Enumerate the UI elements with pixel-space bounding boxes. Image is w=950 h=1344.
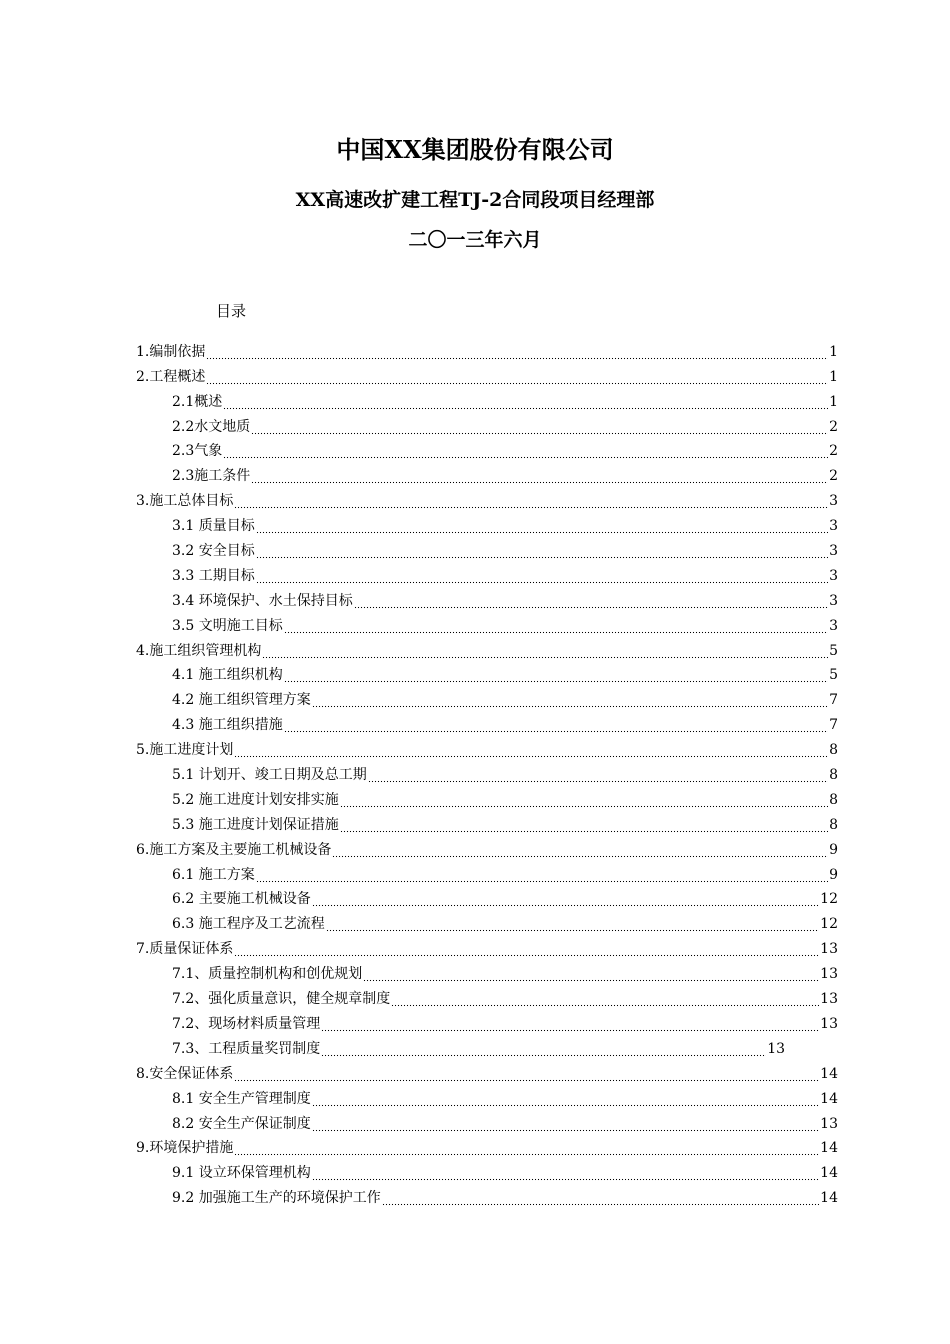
- toc-leader-dots: [321, 1042, 766, 1058]
- toc-leader-dots: [256, 868, 828, 884]
- toc-leader-dots: [312, 1117, 819, 1133]
- toc-entry-page-number: 8: [829, 816, 838, 833]
- toc-entry-label: 2.工程概述: [136, 368, 206, 385]
- toc-entry-label: 5.施工进度计划: [136, 742, 234, 759]
- toc-entry[interactable]: [136, 636, 838, 661]
- toc-entry-page-number: 14: [820, 1140, 838, 1157]
- toc-leader-dots: [284, 668, 828, 684]
- toc-entry-label: 7.质量保证体系: [136, 941, 234, 958]
- toc-entry[interactable]: [136, 387, 838, 412]
- toc-entry[interactable]: [136, 511, 838, 536]
- toc-entry-label: 5.2 施工进度计划安排实施: [172, 791, 339, 808]
- toc-entry-page-number: 1: [829, 343, 838, 360]
- toc-entry-page-number: 13: [820, 941, 838, 958]
- toc-leader-dots: [251, 420, 828, 436]
- toc-entry-label: 7.2、现场材料质量管理: [172, 1015, 321, 1032]
- toc-entry-page-number: 3: [829, 543, 838, 560]
- toc-entry-label: 2.3气象: [172, 443, 223, 460]
- toc-leader-dots: [251, 469, 828, 485]
- toc-entry-page-number: 12: [820, 891, 838, 908]
- toc-entry-label: 2.2水文地质: [172, 418, 251, 435]
- toc-entry-label: 6.施工方案及主要施工机械设备: [136, 841, 332, 858]
- toc-entry-label: 4.2 施工组织管理方案: [172, 692, 311, 709]
- toc-entry[interactable]: [136, 1183, 838, 1208]
- toc-leader-dots: [256, 569, 828, 585]
- toc-entry-label: 7.3、工程质量奖罚制度: [172, 1040, 321, 1057]
- toc-entry[interactable]: [136, 860, 838, 885]
- toc-entry[interactable]: [136, 835, 838, 860]
- toc-leader-dots: [340, 793, 828, 809]
- toc-entry-page-number: 14: [820, 1065, 838, 1082]
- toc-entry[interactable]: [136, 1134, 838, 1159]
- toc-entry-page-number: 3: [829, 518, 838, 535]
- toc-entry[interactable]: [136, 984, 838, 1009]
- toc-entry-label: 3.2 安全目标: [172, 543, 255, 560]
- toc-entry-label: 5.1 计划开、竣工日期及总工期: [172, 767, 367, 784]
- toc-entry[interactable]: [136, 959, 838, 984]
- toc-entry[interactable]: [136, 885, 838, 910]
- toc-leader-dots: [223, 444, 828, 460]
- toc-entry-page-number: 13: [820, 1015, 838, 1032]
- toc-entry[interactable]: [136, 611, 838, 636]
- toc-entry-label: 7.1、质量控制机构和创优规划: [172, 966, 363, 983]
- toc-leader-dots: [223, 395, 828, 411]
- toc-entry-page-number: 13: [820, 991, 838, 1008]
- toc-entry-page-number: 1: [829, 368, 838, 385]
- toc-entry-label: 3.3 工期目标: [172, 567, 255, 584]
- toc-leader-dots: [262, 644, 828, 660]
- toc-entry-page-number: 8: [829, 767, 838, 784]
- toc-leader-dots: [312, 892, 819, 908]
- toc-entry[interactable]: [136, 1084, 838, 1109]
- toc-entry-label: 2.3施工条件: [172, 468, 251, 485]
- toc-entry-page-number: 3: [829, 493, 838, 510]
- toc-entry-label: 3.1 质量目标: [172, 518, 255, 535]
- toc-entry[interactable]: [136, 735, 838, 760]
- toc-entry-label: 9.1 设立环保管理机构: [172, 1165, 311, 1182]
- toc-leader-dots: [332, 843, 828, 859]
- toc-entry-page-number: 5: [829, 642, 838, 659]
- toc-leader-dots: [368, 768, 828, 784]
- toc-entry-label: 6.3 施工程序及工艺流程: [172, 916, 325, 933]
- toc-entry-label: 9.环境保护措施: [136, 1140, 234, 1157]
- toc-leader-dots: [284, 718, 828, 734]
- toc-entry-page-number: 7: [829, 717, 838, 734]
- toc-entry[interactable]: [136, 1059, 838, 1084]
- toc-entry-page-number: 14: [820, 1190, 838, 1207]
- toc-entry[interactable]: [136, 810, 838, 835]
- toc-entry-page-number: 3: [829, 592, 838, 609]
- toc-entry[interactable]: [136, 461, 838, 486]
- toc-entry[interactable]: [136, 1109, 838, 1134]
- toc-entry[interactable]: [136, 586, 838, 611]
- toc-entry[interactable]: [136, 661, 838, 686]
- toc-entry-page-number: 13: [820, 966, 838, 983]
- toc-entry[interactable]: [136, 685, 838, 710]
- toc-leader-dots: [256, 544, 828, 560]
- toc-heading: 目录: [216, 302, 247, 320]
- toc-entry[interactable]: [136, 412, 838, 437]
- toc-entry-label: 8.1 安全生产管理制度: [172, 1090, 311, 1107]
- toc-leader-dots: [206, 370, 828, 386]
- toc-leader-dots: [312, 1166, 819, 1182]
- toc-entry-label: 6.1 施工方案: [172, 866, 255, 883]
- toc-entry-label: 4.3 施工组织措施: [172, 717, 283, 734]
- toc-entry-label: 3.5 文明施工目标: [172, 617, 283, 634]
- toc-leader-dots: [312, 1092, 819, 1108]
- company-title: 中国XX集团股份有限公司: [336, 135, 614, 164]
- toc-leader-dots: [363, 967, 819, 983]
- toc-leader-dots: [234, 1067, 819, 1083]
- toc-entry[interactable]: [136, 934, 838, 959]
- toc-entry-page-number: 14: [820, 1165, 838, 1182]
- toc-leader-dots: [284, 619, 828, 635]
- toc-entry[interactable]: [136, 909, 838, 934]
- toc-entry-page-number: 8: [829, 791, 838, 808]
- toc-entry[interactable]: [136, 785, 838, 810]
- toc-entry-page-number: 9: [829, 866, 838, 883]
- toc-leader-dots: [234, 494, 828, 510]
- toc-leader-dots: [234, 942, 819, 958]
- toc-leader-dots: [321, 1017, 819, 1033]
- toc-leader-dots: [391, 992, 819, 1008]
- department-title: XX高速改扩建工程TJ-2合同段项目经理部: [295, 189, 655, 211]
- toc-leader-dots: [354, 594, 828, 610]
- toc-leader-dots: [234, 743, 828, 759]
- toc-leader-dots: [326, 917, 819, 933]
- toc-entry-page-number: 7: [829, 692, 838, 709]
- toc-entry-label: 7.2、强化质量意识，健全规章制度: [172, 991, 391, 1008]
- toc-entry-page-number: 2: [829, 468, 838, 485]
- toc-entry[interactable]: [136, 362, 838, 387]
- toc-leader-dots: [382, 1191, 819, 1207]
- toc-entry-label: 8.2 安全生产保证制度: [172, 1115, 311, 1132]
- toc-leader-dots: [206, 345, 828, 361]
- toc-entry-page-number: 12: [820, 916, 838, 933]
- toc-entry[interactable]: [136, 536, 838, 561]
- document-date: 二〇一三年六月: [408, 229, 542, 251]
- toc-entry-label: 9.2 加强施工生产的环境保护工作: [172, 1190, 381, 1207]
- table-of-contents: [136, 337, 838, 1208]
- toc-entry-label: 6.2 主要施工机械设备: [172, 891, 311, 908]
- toc-entry[interactable]: [136, 337, 838, 362]
- toc-entry-page-number: 13: [820, 1115, 838, 1132]
- toc-entry-page-number: 8: [829, 742, 838, 759]
- toc-leader-dots: [256, 519, 828, 535]
- toc-entry-label: 8.安全保证体系: [136, 1065, 234, 1082]
- toc-entry-label: 3.4 环境保护、水土保持目标: [172, 592, 353, 609]
- toc-entry[interactable]: [136, 1034, 838, 1059]
- toc-leader-dots: [312, 693, 828, 709]
- toc-entry[interactable]: [136, 486, 838, 511]
- toc-entry-label: 1.编制依据: [136, 343, 206, 360]
- toc-entry[interactable]: [136, 561, 838, 586]
- toc-entry-page-number: 3: [829, 617, 838, 634]
- toc-entry[interactable]: [136, 710, 838, 735]
- toc-entry[interactable]: [136, 760, 838, 785]
- toc-entry-page-number: 2: [829, 418, 838, 435]
- toc-entry-page-number: 13: [767, 1040, 786, 1057]
- toc-entry-page-number: 3: [829, 567, 838, 584]
- toc-entry[interactable]: [136, 1009, 838, 1034]
- toc-entry-label: 4.1 施工组织机构: [172, 667, 283, 684]
- toc-leader-dots: [340, 818, 828, 834]
- toc-entry-label: 2.1概述: [172, 393, 223, 410]
- toc-entry-page-number: 1: [829, 393, 838, 410]
- toc-entry-page-number: 14: [820, 1090, 838, 1107]
- toc-entry[interactable]: [136, 1158, 838, 1183]
- toc-entry-label: 3.施工总体目标: [136, 493, 234, 510]
- toc-entry-label: 5.3 施工进度计划保证措施: [172, 816, 339, 833]
- toc-leader-dots: [234, 1141, 819, 1157]
- toc-entry-page-number: 5: [829, 667, 838, 684]
- toc-entry[interactable]: [136, 437, 838, 462]
- toc-entry-page-number: 9: [829, 841, 838, 858]
- toc-entry-page-number: 2: [829, 443, 838, 460]
- toc-entry-label: 4.施工组织管理机构: [136, 642, 262, 659]
